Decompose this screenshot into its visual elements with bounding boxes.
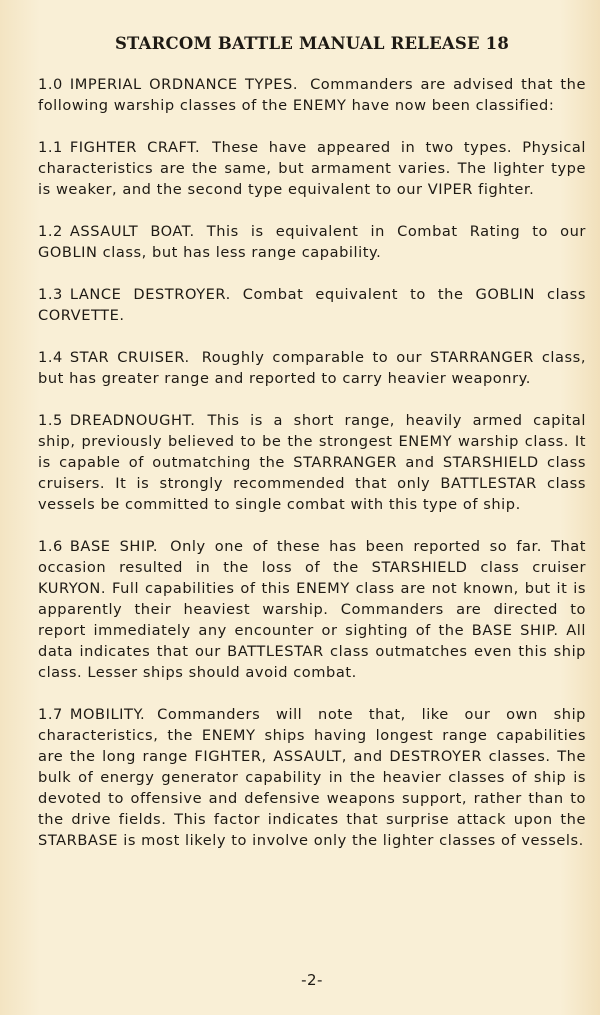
section-heading: LANCE DESTROYER. — [69, 286, 231, 303]
section-heading: STAR CRUISER. — [69, 349, 190, 366]
page-title: STARCOM BATTLE MANUAL RELEASE 18 — [114, 34, 510, 53]
section-number: 1.2 — [38, 223, 63, 240]
manual-body — [38, 74, 586, 872]
section-number: 1.7 — [38, 706, 63, 723]
section-text: Commanders are advised that the following warship classes of the ENEMY have now been classified: — [38, 76, 586, 114]
section-text: These have appeared in two types. Physical characteristics are the same, but armament varies. The lighter type is weaker, and the second type equivalent to our VIPER fighter. — [38, 139, 586, 198]
section-1-2 — [38, 221, 586, 263]
section-number: 1.5 — [38, 412, 63, 429]
section-1-4 — [38, 347, 586, 389]
section-heading: FIGHTER CRAFT. — [69, 139, 201, 156]
section-text: Combat equivalent to the GOBLIN class CORVETTE. — [38, 286, 586, 324]
section-heading: BASE SHIP. — [69, 538, 159, 555]
section-text: Commanders will note that, like our own ship characteristics, the ENEMY ships having longest range capabilities are the long range FIGHTER, ASSAULT, and DESTROYER classes. The bulk of energy generator capability in the heavier classes of ship is devoted to offensive and defensive weapons support, rather than to the drive fields. This factor indicates that surprise attack upon the STARBASE is most likely to involve only the lighter classes of vessels. — [38, 706, 586, 849]
section-number: 1.0 — [38, 76, 63, 93]
section-1-5 — [38, 410, 586, 515]
section-1-7 — [38, 704, 586, 851]
section-number: 1.6 — [38, 538, 63, 555]
section-1-0 — [38, 74, 586, 116]
section-number: 1.4 — [38, 349, 63, 366]
section-heading: DREADNOUGHT. — [69, 412, 196, 429]
section-1-3 — [38, 284, 586, 326]
section-heading: IMPERIAL ORDNANCE TYPES. — [69, 76, 299, 93]
section-text: This is equivalent in Combat Rating to our GOBLIN class, but has less range capability. — [38, 223, 586, 261]
section-text: Roughly comparable to our STARRANGER class, but has greater range and reported to carry heavier weaponry. — [38, 349, 587, 387]
section-number: 1.1 — [38, 139, 63, 156]
section-text: This is a short range, heavily armed capital ship, previously believed to be the strongest ENEMY warship class. It is capable of outmatching the STARRANGER and STARSHIELD class cruisers. It is strongly recommended that only BATTLESTAR class vessels be committed to single combat with this type of ship. — [38, 412, 586, 513]
section-1-1 — [38, 137, 586, 200]
section-heading: ASSAULT BOAT. — [69, 223, 195, 240]
section-number: 1.3 — [38, 286, 63, 303]
page-number: -2- — [301, 971, 323, 989]
section-text: Only one of these has been reported so far. That occasion resulted in the loss of the STARSHIELD class cruiser KURYON. Full capabilities of this ENEMY class are not known, but it is apparently their heaviest warship. Commanders are directed to report immediately any encounter or sighting of the BASE SHIP. All data indicates that our BATTLESTAR class outmatches even this ship class. Lesser ships should avoid combat. — [38, 538, 587, 681]
section-heading: MOBILITY. — [69, 706, 146, 723]
section-1-6 — [38, 536, 586, 683]
